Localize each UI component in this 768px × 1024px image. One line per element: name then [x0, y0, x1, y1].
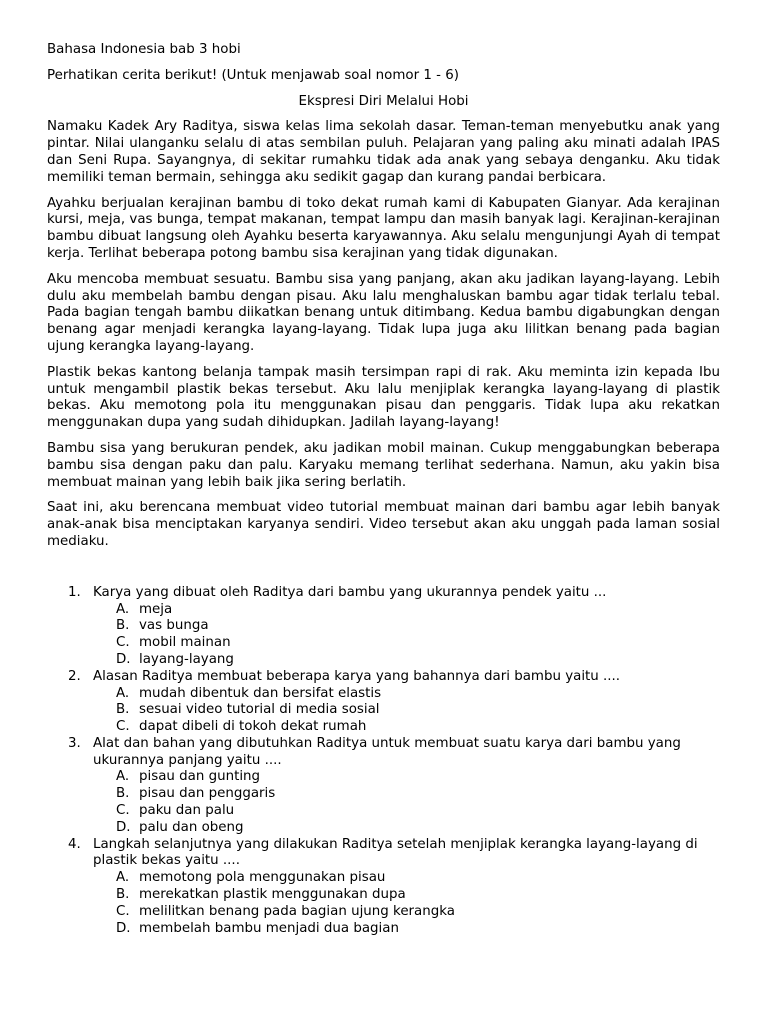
- option-text: palu dan obeng: [139, 819, 244, 835]
- option-label: B.: [116, 887, 130, 903]
- option-list: [93, 769, 720, 836]
- option-label: B.: [116, 786, 130, 802]
- option-text: paku dan palu: [139, 803, 235, 819]
- option-label: D.: [116, 819, 131, 835]
- question-text: Langkah selanjutnya yang dilakukan Raditya setelah menjiplak kerangka layang-layang di plastik bekas yaitu ....: [93, 836, 698, 869]
- question-number: 4.: [68, 836, 81, 852]
- option-label: B.: [116, 702, 130, 718]
- option-text: dapat dibeli di tokoh dekat rumah: [139, 719, 367, 735]
- story-paragraph-2: Ayahku berjualan kerajinan bambu di toko dekat rumah kami di Kabupaten Gianyar. Ada kerajinan kursi, meja, vas bunga, tempat makanan, tempat lampu dan masih banyak lagi. Kerajinan-kerajinan bambu dibuat langsung oleh Ayahku beserta karyawannya. Aku selalu mengunjungi Ayah di tempat kerja. Terlihat beberapa potong bambu sisa kerajinan yang tidak digunakan.: [47, 195, 720, 261]
- option-label: A.: [116, 601, 130, 617]
- question-text: Alat dan bahan yang dibutuhkan Raditya untuk membuat suatu karya dari bambu yang ukurannya panjang yaitu ....: [93, 735, 681, 768]
- question-text: Alasan Raditya membuat beberapa karya yang bahannya dari bambu yaitu ....: [93, 668, 621, 684]
- option-text: merekatkan plastik menggunakan dupa: [139, 887, 406, 903]
- story-paragraph-3: Aku mencoba membuat sesuatu. Bambu sisa yang panjang, akan aku jadikan layang-layang. Lebih dulu aku membelah bambu dengan pisau. Aku lalu menghaluskan bambu agar tidak terlalu tebal. Pada bagian tengah bambu diikatkan benang untuk ditimbang. Kedua bambu digabungkan dengan benang agar menjadi kerangka layang-layang. Tidak lupa juga aku lilitkan benang pada bagian ujung kerangka layang-layang.: [47, 271, 720, 354]
- option-label: C.: [116, 903, 130, 919]
- option-text: meja: [139, 601, 173, 617]
- option-label: A.: [116, 685, 130, 701]
- option-item: [93, 602, 720, 619]
- question-number: 2.: [68, 668, 81, 684]
- option-item: [93, 769, 720, 786]
- option-item: [93, 887, 720, 904]
- option-label: C.: [116, 803, 130, 819]
- option-text: mudah dibentuk dan bersifat elastis: [139, 685, 382, 701]
- question-1: [47, 585, 720, 669]
- option-label: B.: [116, 618, 130, 634]
- option-label: C.: [116, 719, 130, 735]
- option-item: [93, 904, 720, 921]
- option-item: [93, 803, 720, 820]
- question-4: [47, 837, 720, 938]
- option-text: mobil mainan: [139, 635, 231, 651]
- option-item: [93, 702, 720, 719]
- option-text: layang-layang: [139, 651, 234, 667]
- option-item: [93, 635, 720, 652]
- story-paragraph-5: Bambu sisa yang berukuran pendek, aku jadikan mobil mainan. Cukup menggabungkan beberapa bambu sisa dengan paku dan palu. Karyaku memang terlihat sederhana. Namun, aku yakin bisa membuat mainan yang lebih baik jika sering berlatih.: [47, 440, 720, 490]
- story-paragraph-1: Namaku Kadek Ary Raditya, siswa kelas lima sekolah dasar. Teman-teman menyebutku anak yang pintar. Nilai ulanganku selalu di atas sembilan puluh. Pelajaran yang paling aku minati adalah IPAS dan Seni Rupa. Sayangnya, di sekitar rumahku tidak ada anak yang sebaya denganku. Aku tidak memiliki teman bermain, sehingga aku sedikit gagap dan kurang pandai berbicara.: [47, 119, 720, 185]
- question-text: Karya yang dibuat oleh Raditya dari bambu yang ukurannya pendek yaitu ...: [93, 584, 607, 600]
- option-label: A.: [116, 769, 130, 785]
- question-number: 3.: [68, 735, 81, 751]
- story-paragraph-4: Plastik bekas kantong belanja tampak masih tersimpan rapi di rak. Aku meminta izin kepada Ibu untuk mengambil plastik bekas tersebut. Aku lalu menjiplak kerangka layang-layang di plastik bekas. Aku memotong pola itu menggunakan pisau dan penggaris. Tidak lupa aku rekatkan menggunakan dupa yang sudah dihidupkan. Jadilah layang-layang!: [47, 364, 720, 431]
- instruction-text: Perhatikan cerita berikut! (Untuk menjawab soal nomor 1 - 6): [47, 67, 459, 83]
- story-paragraph-6: Saat ini, aku berencana membuat video tutorial membuat mainan dari bambu agar lebih banyak anak-anak bisa menciptakan karyanya sendiri. Video tersebut akan aku unggah pada laman sosial mediaku.: [47, 500, 720, 549]
- option-item: [93, 820, 720, 837]
- option-text: sesuai video tutorial di media sosial: [139, 702, 380, 718]
- option-label: D.: [116, 651, 131, 667]
- option-label: C.: [116, 635, 130, 651]
- question-3: [47, 736, 720, 837]
- option-text: pisau dan gunting: [139, 769, 261, 785]
- option-text: membelah bambu menjadi dua bagian: [139, 920, 399, 936]
- question-list: [47, 585, 720, 938]
- option-list: [93, 686, 720, 736]
- story-title: Ekspresi Diri Melalui Hobi: [298, 93, 469, 109]
- option-item: [93, 786, 720, 803]
- option-label: A.: [116, 870, 130, 886]
- option-text: pisau dan penggaris: [139, 786, 276, 802]
- question-number: 1.: [68, 584, 81, 600]
- option-item: [93, 686, 720, 703]
- option-text: memotong pola menggunakan pisau: [139, 870, 386, 886]
- option-list: [93, 870, 720, 937]
- option-list: [93, 602, 720, 669]
- option-item: [93, 921, 720, 938]
- option-text: melilitkan benang pada bagian ujung kerangka: [139, 903, 455, 919]
- option-item: [93, 652, 720, 669]
- option-item: [93, 870, 720, 887]
- question-2: [47, 669, 720, 736]
- option-label: D.: [116, 920, 131, 936]
- option-item: [93, 618, 720, 635]
- option-item: [93, 719, 720, 736]
- option-text: vas bunga: [139, 618, 209, 634]
- subject-heading: Bahasa Indonesia bab 3 hobi: [47, 42, 241, 57]
